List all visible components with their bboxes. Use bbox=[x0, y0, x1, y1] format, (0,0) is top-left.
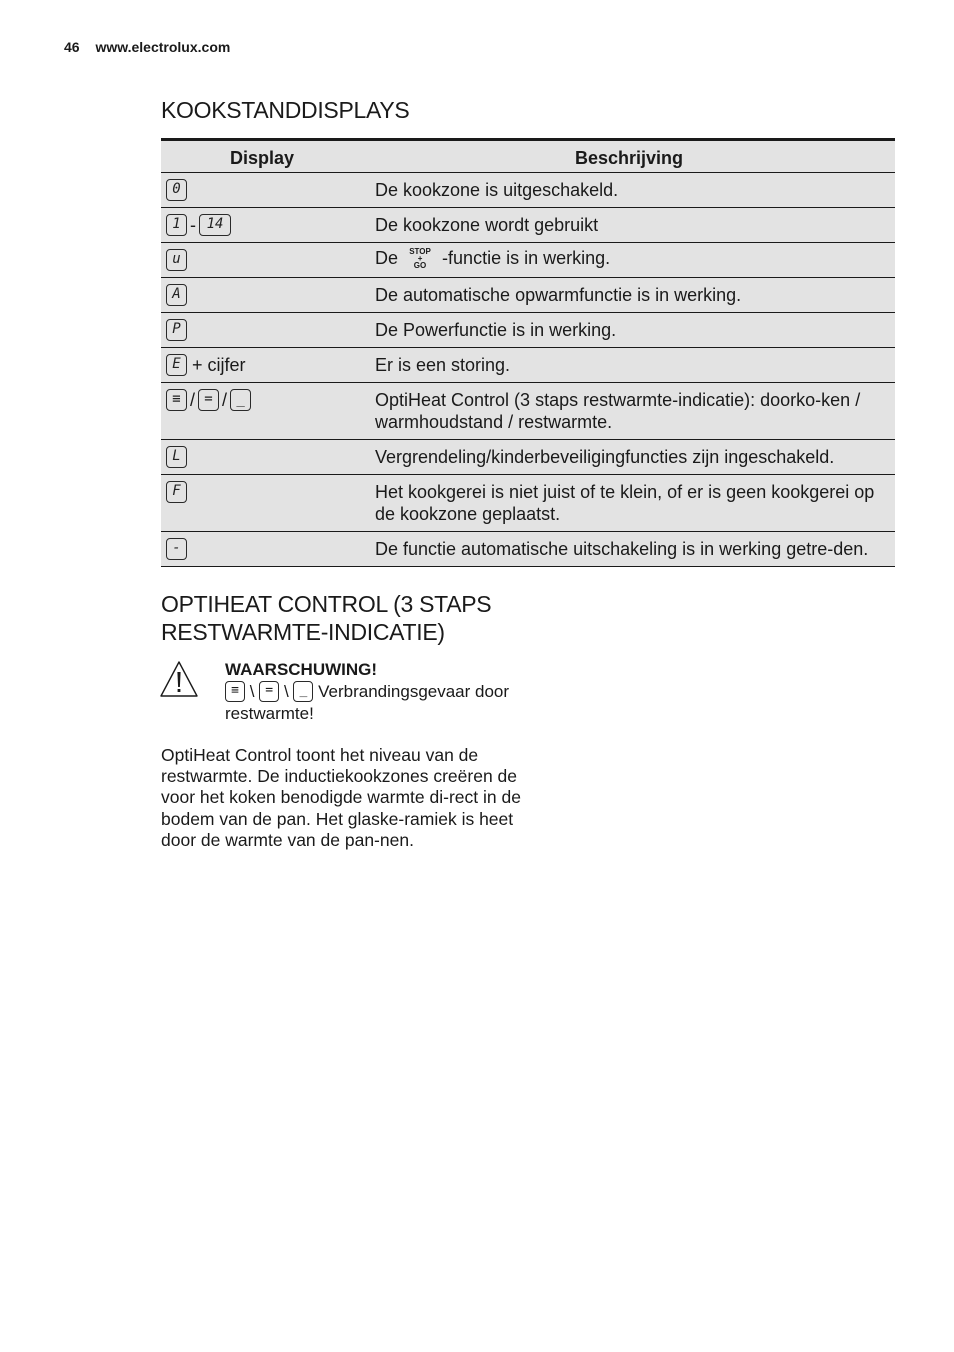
display-cell bbox=[161, 313, 363, 348]
display-suffix: + cijfer bbox=[192, 355, 246, 375]
table-row bbox=[161, 348, 895, 383]
table-row bbox=[161, 383, 895, 440]
display-symbol: 1 bbox=[166, 214, 187, 236]
table-row bbox=[161, 278, 895, 313]
description-text: -functie is in werking. bbox=[442, 248, 611, 268]
display-cell bbox=[161, 208, 363, 243]
display-cell bbox=[161, 532, 363, 567]
display-symbol: = bbox=[198, 389, 219, 411]
section-title-optiheat bbox=[161, 590, 491, 646]
display-symbol: _ bbox=[230, 389, 251, 411]
table-row bbox=[161, 243, 895, 278]
page-header bbox=[64, 39, 230, 55]
display-cell bbox=[161, 348, 363, 383]
stop-go-line: GO bbox=[413, 261, 427, 270]
description-cell: OptiHeat Control (3 staps restwarmte-indicatie): doorko-ken / warmhoudstand / restwarmte. bbox=[375, 390, 861, 432]
warning-message: Verbrandingsgevaar door restwarmte! bbox=[225, 682, 510, 723]
section-title-kookstanddisplays: KOOKSTANDDISPLAYS bbox=[161, 97, 410, 123]
display-symbol: F bbox=[166, 481, 187, 503]
separator-text: / bbox=[222, 390, 228, 410]
table-row bbox=[161, 313, 895, 348]
display-symbol: - bbox=[166, 538, 187, 560]
section-title-line: OPTIHEAT CONTROL (3 STAPS bbox=[161, 591, 492, 617]
separator-text: \ bbox=[283, 682, 289, 701]
display-table bbox=[161, 138, 895, 567]
description-text: De bbox=[375, 248, 399, 268]
stop-go-line: + bbox=[417, 254, 423, 263]
stop-go-line: STOP bbox=[409, 247, 431, 256]
page-number: 46 bbox=[64, 39, 80, 55]
display-cell bbox=[161, 278, 363, 313]
description-cell: De Powerfunctie is in werking. bbox=[375, 320, 617, 340]
table-row bbox=[161, 173, 895, 208]
display-symbol: = bbox=[259, 681, 279, 702]
column-header-beschrijving: Beschrijving bbox=[574, 147, 684, 168]
description-cell: De kookzone wordt gebruikt bbox=[375, 215, 599, 235]
warning-text bbox=[225, 681, 515, 725]
stop-go-icon bbox=[406, 247, 434, 269]
display-symbol: A bbox=[166, 284, 187, 306]
table-row bbox=[161, 475, 895, 532]
display-cell bbox=[161, 440, 363, 475]
column-header-display: Display bbox=[229, 147, 295, 168]
description-cell: De functie automatische uitschakeling is in werking getre-den. bbox=[375, 539, 869, 559]
warning-block bbox=[225, 659, 515, 725]
display-symbol: P bbox=[166, 319, 187, 341]
website-link[interactable]: www.electrolux.com bbox=[95, 39, 231, 55]
description-cell: Er is een storing. bbox=[375, 355, 511, 375]
display-symbol: 0 bbox=[166, 179, 187, 201]
display-cell bbox=[161, 475, 363, 532]
display-symbol: u bbox=[166, 249, 187, 271]
description-cell: De automatische opwarmfunctie is in werking. bbox=[375, 285, 742, 305]
description-cell: De kookzone is uitgeschakeld. bbox=[375, 180, 619, 200]
display-cell bbox=[161, 243, 363, 278]
display-cell bbox=[161, 173, 363, 208]
table-row bbox=[161, 532, 895, 567]
description-cell: Het kookgerei is niet juist of te klein, of er is geen kookgerei op de kookzone geplaatst. bbox=[375, 482, 875, 524]
display-symbol: _ bbox=[293, 681, 313, 702]
warning-triangle-icon bbox=[159, 660, 199, 698]
display-symbol: L bbox=[166, 446, 187, 468]
description-cell: Vergrendeling/kinderbeveiligingfuncties zijn ingeschakeld. bbox=[375, 447, 835, 467]
display-symbol: 14 bbox=[199, 214, 231, 236]
display-cell bbox=[161, 383, 363, 440]
display-symbol: ≡ bbox=[225, 681, 245, 702]
display-symbol: E bbox=[166, 354, 187, 376]
table-header-row bbox=[161, 140, 895, 173]
separator-text: \ bbox=[249, 682, 255, 701]
table-row bbox=[161, 440, 895, 475]
separator-text: - bbox=[190, 215, 196, 235]
warning-title: WAARSCHUWING! bbox=[225, 660, 378, 679]
section-title-line: RESTWARMTE-INDICATIE) bbox=[161, 619, 445, 645]
separator-text: / bbox=[190, 390, 196, 410]
display-symbol: ≡ bbox=[166, 389, 187, 411]
description-cell bbox=[363, 243, 895, 278]
body-paragraph: OptiHeat Control toont het niveau van de restwarmte. De inductiekookzones creëren de voor het koken benodigde warmte di-rect in de bodem van de pan. Het glaske-ramiek is heet door de warmte van de pan-nen. bbox=[161, 745, 521, 850]
table-row bbox=[161, 208, 895, 243]
